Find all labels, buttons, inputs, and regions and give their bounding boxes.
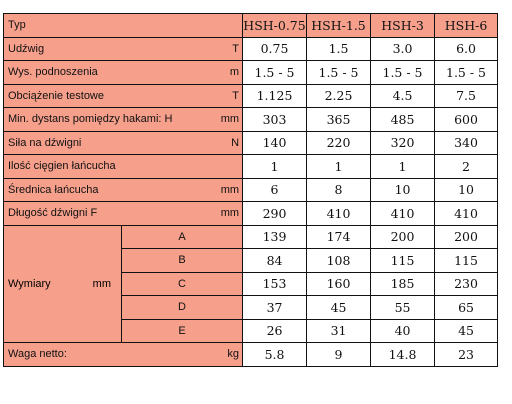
value-cell: 31	[307, 319, 371, 343]
model-header: HSH-1.5	[307, 14, 371, 38]
row-label: Min. dystans pomiędzy hakami: H	[8, 113, 173, 126]
value-cell: 410	[435, 202, 498, 226]
spec-row	[4, 131, 498, 155]
value-cell: 108	[307, 249, 371, 273]
value-cell: 10	[435, 178, 498, 202]
spec-row	[4, 178, 498, 202]
row-unit: mm	[220, 113, 240, 126]
value-cell: 6.0	[435, 37, 498, 61]
value-cell: 26	[243, 319, 307, 343]
row-unit: mm	[220, 207, 240, 220]
row-label: Wys. podnoszenia	[8, 66, 98, 79]
value-cell: 365	[307, 108, 371, 132]
value-cell: 5.8	[243, 343, 307, 367]
row-label-cell	[4, 84, 243, 108]
value-cell: 185	[371, 272, 435, 296]
value-cell: 230	[435, 272, 498, 296]
weight-label: Waga netto:	[8, 348, 67, 361]
value-cell: 160	[307, 272, 371, 296]
dimension-letter: D	[122, 296, 243, 320]
row-label-cell	[4, 37, 243, 61]
value-cell: 84	[243, 249, 307, 273]
weight-label-cell	[4, 343, 243, 367]
value-cell: 410	[307, 202, 371, 226]
row-label: Udźwig	[8, 42, 45, 55]
weight-row	[4, 343, 498, 367]
dimensions-unit: mm	[92, 277, 111, 290]
type-header-cell	[4, 14, 243, 38]
value-cell: 1	[307, 155, 371, 179]
row-label: Ilość cięgien łańcucha	[8, 160, 116, 173]
value-cell: 303	[243, 108, 307, 132]
value-cell: 8	[307, 178, 371, 202]
dimension-letter: E	[122, 319, 243, 343]
row-label-cell	[4, 61, 243, 85]
value-cell: 4.5	[371, 84, 435, 108]
value-cell: 55	[371, 296, 435, 320]
value-cell: 200	[435, 225, 498, 249]
row-label-cell	[4, 155, 243, 179]
value-cell: 1.5 - 5	[243, 61, 307, 85]
spec-table	[3, 13, 498, 367]
spec-row	[4, 202, 498, 226]
value-cell: 340	[435, 131, 498, 155]
spec-row	[4, 84, 498, 108]
value-cell: 23	[435, 343, 498, 367]
row-unit: N	[231, 136, 240, 149]
value-cell: 2.25	[307, 84, 371, 108]
value-cell: 45	[307, 296, 371, 320]
row-label: Siła na dźwigni	[8, 136, 82, 149]
row-label: Obciążenie testowe	[8, 89, 104, 102]
model-header: HSH-3	[371, 14, 435, 38]
spec-row	[4, 37, 498, 61]
row-label-cell	[4, 178, 243, 202]
value-cell: 1.5 - 5	[435, 61, 498, 85]
value-cell: 2	[435, 155, 498, 179]
value-cell: 1	[243, 155, 307, 179]
row-label-cell	[4, 131, 243, 155]
value-cell: 0.75	[243, 37, 307, 61]
value-cell: 37	[243, 296, 307, 320]
value-cell: 1	[371, 155, 435, 179]
row-unit: mm	[220, 183, 240, 196]
row-unit: T	[232, 42, 240, 55]
spec-row	[4, 61, 498, 85]
value-cell: 140	[243, 131, 307, 155]
dimension-row	[4, 225, 498, 249]
value-cell: 10	[371, 178, 435, 202]
row-label: Długość dźwigni F	[8, 207, 98, 220]
value-cell: 320	[371, 131, 435, 155]
dimension-letter: A	[122, 225, 243, 249]
value-cell: 115	[435, 249, 498, 273]
value-cell: 6	[243, 178, 307, 202]
value-cell: 153	[243, 272, 307, 296]
row-label: Średnica łańcucha	[8, 183, 99, 196]
value-cell: 3.0	[371, 37, 435, 61]
value-cell: 1.5	[307, 37, 371, 61]
value-cell: 290	[243, 202, 307, 226]
model-header: HSH-6	[435, 14, 498, 38]
value-cell: 9	[307, 343, 371, 367]
spec-row	[4, 108, 498, 132]
header-row	[4, 14, 498, 38]
dimension-letter: C	[122, 272, 243, 296]
dimension-letter: B	[122, 249, 243, 273]
value-cell: 200	[371, 225, 435, 249]
value-cell: 410	[371, 202, 435, 226]
value-cell: 485	[371, 108, 435, 132]
type-label: Typ	[8, 19, 26, 32]
value-cell: 7.5	[435, 84, 498, 108]
row-unit: m	[229, 66, 240, 79]
value-cell: 174	[307, 225, 371, 249]
weight-unit: kg	[227, 348, 240, 361]
row-unit: T	[232, 89, 240, 102]
value-cell: 1.5 - 5	[307, 61, 371, 85]
row-label-cell	[4, 108, 243, 132]
value-cell: 65	[435, 296, 498, 320]
value-cell: 45	[435, 319, 498, 343]
value-cell: 1.125	[243, 84, 307, 108]
model-header: HSH-0.75	[243, 14, 307, 38]
value-cell: 600	[435, 108, 498, 132]
row-label-cell	[4, 202, 243, 226]
value-cell: 14.8	[371, 343, 435, 367]
value-cell: 220	[307, 131, 371, 155]
value-cell: 1.5 - 5	[371, 61, 435, 85]
value-cell: 40	[371, 319, 435, 343]
spec-row	[4, 155, 498, 179]
value-cell: 139	[243, 225, 307, 249]
dimensions-label: Wymiary	[8, 277, 51, 290]
value-cell: 115	[371, 249, 435, 273]
dimensions-label-cell	[4, 225, 122, 343]
